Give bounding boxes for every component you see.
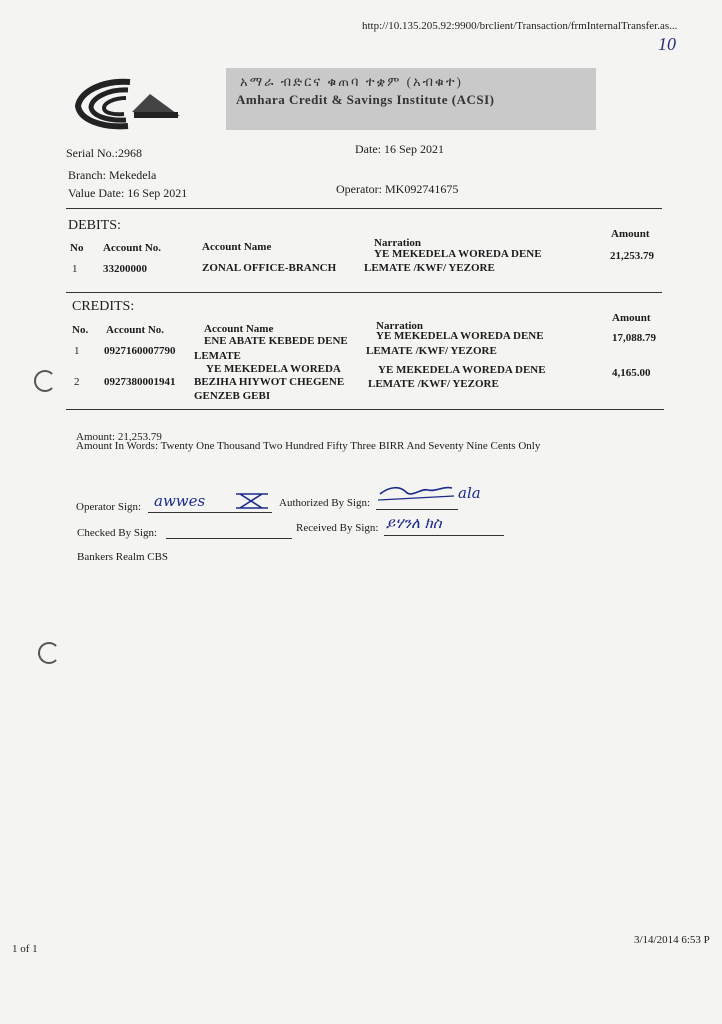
credits-header-no: No. — [72, 324, 89, 336]
credits-header-account-name: Account Name — [204, 323, 274, 335]
received-sign-label: Received By Sign: — [296, 522, 379, 534]
print-timestamp: 3/14/2014 6:53 P — [634, 934, 710, 946]
credit-account-name-line3: GENZEB GEBI — [194, 390, 271, 402]
debit-amount: 21,253.79 — [610, 250, 654, 262]
credit-amount: 4,165.00 — [612, 367, 651, 379]
acsi-logo-icon — [72, 76, 182, 137]
credit-account-name-line1: ENE ABATE KEBEDE DENE — [204, 335, 348, 347]
serial-number: Serial No.:2968 — [66, 146, 142, 160]
credit-narration-line1: YE MEKEDELA WOREDA DENE — [376, 330, 544, 342]
authorized-sign-line — [376, 509, 458, 510]
transaction-date: Date: 16 Sep 2021 — [355, 142, 444, 156]
credit-no: 1 — [74, 345, 80, 357]
operator-signature: awwes — [154, 492, 206, 510]
checked-sign-label: Checked By Sign: — [77, 527, 158, 539]
punch-hole-icon — [34, 370, 56, 392]
divider — [66, 292, 662, 293]
handwritten-page-number: 10 — [658, 34, 676, 54]
credit-account-no: 0927380001941 — [104, 376, 176, 388]
credits-header-account-no: Account No. — [106, 324, 165, 336]
credit-narration-line1: YE MEKEDELA WOREDA DENE — [378, 364, 546, 376]
debits-header-no: No — [70, 242, 84, 254]
credit-account-no: 0927160007790 — [104, 345, 176, 357]
divider — [66, 208, 662, 209]
debit-narration-line2: LEMATE /KWF/ YEZORE — [364, 262, 495, 274]
amount-in-words: Amount In Words: Twenty One Thousand Two Hundred Fifty Three BIRR And Seventy Nine Cents Only — [76, 440, 541, 452]
system-name: Bankers Realm CBS — [77, 551, 169, 563]
checked-sign-line — [166, 538, 292, 539]
debits-header-account-no: Account No. — [103, 242, 162, 254]
credit-amount: 17,088.79 — [612, 332, 656, 344]
page-url: http://10.135.205.92:9900/brclient/Transaction/frmInternalTransfer.as... — [362, 20, 678, 32]
credits-header-amount: Amount — [612, 312, 651, 324]
authorized-sign-label: Authorized By Sign: — [279, 497, 371, 509]
credit-narration-line2: LEMATE /KWF/ YEZORE — [368, 378, 499, 390]
value-date: Value Date: 16 Sep 2021 — [68, 186, 188, 200]
debit-account-no: 33200000 — [103, 263, 147, 275]
received-signature: ይሃንለ ክስ — [386, 514, 442, 532]
credit-account-name-line2: BEZIHA HIYWOT CHEGENE — [194, 376, 345, 388]
debits-title: DEBITS: — [68, 218, 121, 233]
debit-narration-line1: YE MEKEDELA WOREDA DENE — [374, 248, 542, 260]
debits-header-account-name: Account Name — [202, 241, 272, 253]
credit-no: 2 — [74, 376, 80, 388]
branch: Branch: Mekedela — [68, 168, 157, 182]
institute-amharic-name: አማራ ብድርና ቁጠባ ተቋም (አብቁተ) — [240, 74, 463, 89]
credit-account-name-line1: YE MEKEDELA WOREDA — [206, 363, 341, 375]
institute-name: Amhara Credit & Savings Institute (ACSI) — [236, 92, 495, 107]
debits-header-amount: Amount — [611, 228, 650, 240]
operator-sign-line — [148, 512, 272, 513]
debit-no: 1 — [72, 263, 78, 275]
debit-account-name: ZONAL OFFICE-BRANCH — [202, 262, 337, 274]
total-amount: Amount: 21,253.79 — [76, 431, 162, 443]
operator-id: Operator: MK092741675 — [336, 182, 459, 196]
page-count: 1 of 1 — [12, 943, 38, 955]
credits-header-narration: Narration — [376, 320, 424, 332]
authorized-signature: ala — [458, 484, 481, 502]
received-sign-line — [384, 535, 504, 536]
operator-sign-label: Operator Sign: — [76, 501, 142, 513]
credits-title: CREDITS: — [72, 299, 135, 314]
punch-hole-icon — [38, 642, 60, 664]
credit-narration-line2: LEMATE /KWF/ YEZORE — [366, 345, 497, 357]
credit-account-name-line2: LEMATE — [194, 350, 241, 362]
divider — [66, 409, 664, 410]
debits-header-narration: Narration — [374, 237, 422, 249]
